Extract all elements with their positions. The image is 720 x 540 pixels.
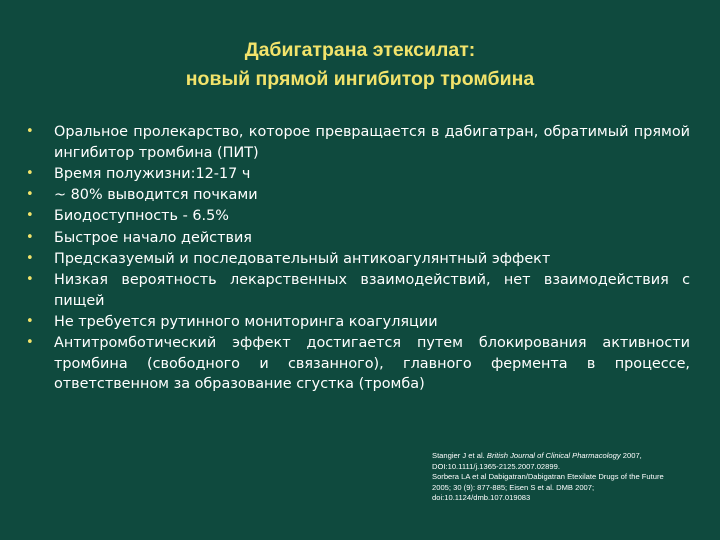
- title-line-2: новый прямой ингибитор тромбина: [185, 68, 535, 90]
- bullet-dot-icon: •: [26, 229, 34, 245]
- bullet-text: Предсказуемый и последовательный антикоагулянтный эффект: [54, 250, 551, 267]
- bullet-item: [26, 333, 690, 395]
- reference-line: [432, 451, 718, 462]
- bullet-item: [26, 206, 690, 227]
- bullet-text: Быстрое начало действия: [54, 229, 252, 246]
- bullet-text: Антитромботический эффект достигается путем блокирования активности тромбина (свободного и связанного), главного фермента в процессе, ответственном за образование сгустка (тромба): [54, 335, 690, 393]
- reference-line: 2005; 30 (9): 877-885; Eisen S et al. DMB 2007;: [432, 482, 595, 492]
- bullet-item: [26, 228, 690, 249]
- bullet-text: Время полужизни:12-17 ч: [54, 165, 251, 182]
- bullet-dot-icon: •: [26, 124, 34, 139]
- bullet-item: [26, 312, 690, 333]
- bullet-dot-icon: •: [26, 165, 34, 181]
- reference-authors: Stangier J et al.: [432, 451, 487, 460]
- bullet-dot-icon: •: [26, 250, 34, 266]
- bullet-dot-icon: •: [26, 314, 34, 330]
- bullet-dot-icon: •: [26, 208, 34, 224]
- reference-year: 2007,: [620, 451, 642, 460]
- reference-line: doi:10.1124/dmb.107.019083: [432, 493, 531, 503]
- bullet-list: [26, 122, 690, 396]
- bullet-dot-icon: •: [26, 187, 34, 203]
- bullet-text: ~ 80% выводится почками: [54, 187, 258, 204]
- bullet-item: [26, 249, 690, 270]
- bullet-text: Не требуется рутинного мониторинга коагуляции: [54, 314, 438, 331]
- references: [432, 451, 718, 504]
- bullet-dot-icon: •: [26, 272, 34, 288]
- bullet-item: [26, 270, 690, 311]
- slide-title: [0, 36, 720, 94]
- reference-line: DOI:10.1111/j.1365-2125.2007.02899.: [432, 461, 560, 471]
- bullet-item: [26, 164, 690, 185]
- reference-journal: British Journal of Clinical Pharmacology: [486, 451, 621, 460]
- title-line-1: Дабигатрана этексилат:: [244, 39, 476, 61]
- bullet-text: Низкая вероятность лекарственных взаимодействий, нет взаимодействия с пищей: [54, 272, 690, 309]
- bullet-dot-icon: •: [26, 335, 34, 351]
- bullet-item: [26, 185, 690, 206]
- bullet-text: Оральное пролекарство, которое превращается в дабигатран, обратимый прямой ингибитор тромбина (ПИТ): [54, 124, 690, 161]
- bullet-item: [26, 122, 690, 163]
- bullet-text: Биодоступность - 6.5%: [54, 208, 229, 225]
- reference-line: Sorbera LA et al Dabigatran/Dabigatran Etexilate Drugs of the Future: [432, 472, 664, 482]
